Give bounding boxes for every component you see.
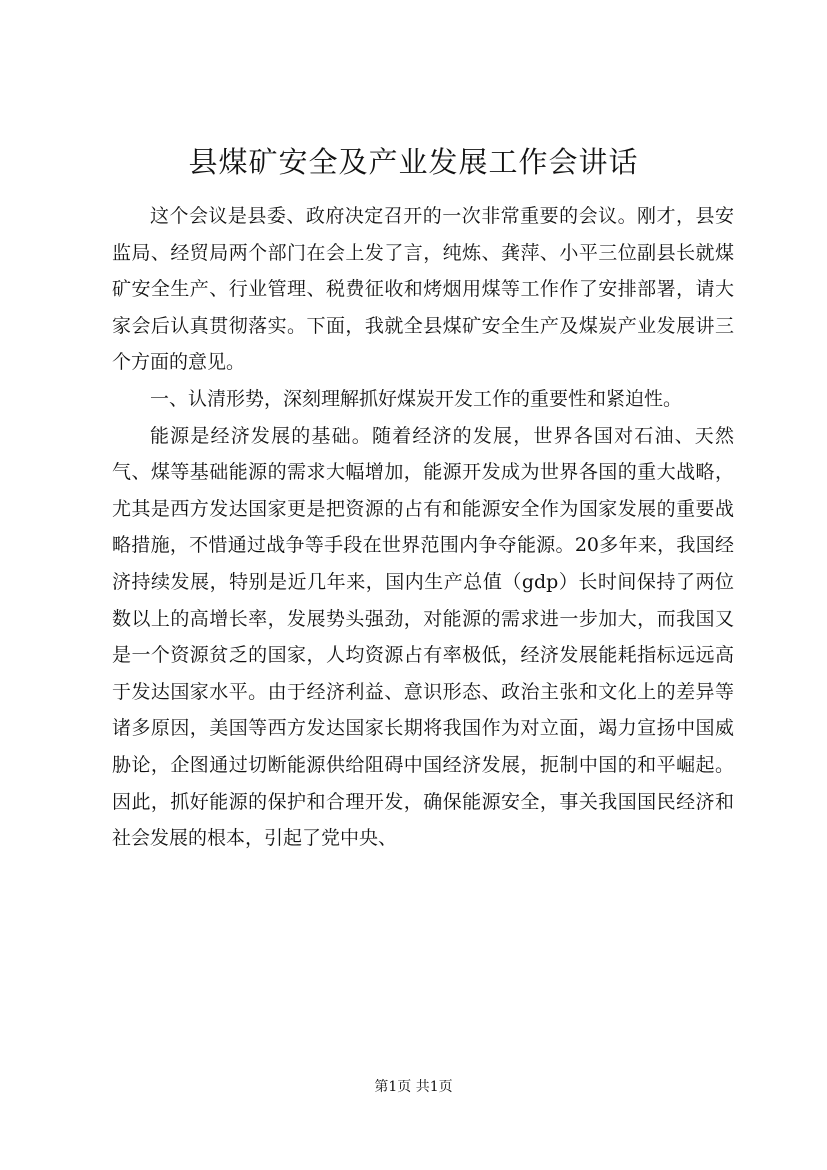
document-body — [112, 198, 734, 857]
document-title: 县煤矿安全及产业发展工作会讲话 — [188, 145, 639, 179]
paragraph-intro: 这个会议是县委、政府决定召开的一次非常重要的会议。刚才，县安监局、经贸局两个部门在会上发了言，纯炼、龚萍、小平三位副县长就煤矿安全生产、行业管理、税费征收和烤烟用煤等工作作了安排部署，请大家会后认真贯彻落实。下面，我就全县煤矿安全生产及煤炭产业发展讲三个方面的意见。 — [112, 205, 734, 374]
section-heading-1: 一、认清形势，深刻理解抓好煤炭开发工作的重要性和紧迫性。 — [150, 387, 683, 410]
paragraph-energy: 能源是经济发展的基础。随着经济的发展，世界各国对石油、天然气、煤等基础能源的需求大幅增加，能源开发成为世界各国的重大战略，尤其是西方发达国家更是把资源的占有和能源安全作为国家发展的重要战略措施，不惜通过战争等手段在世界范围内争夺能源。20多年来，我国经济持续发展，特别是近几年来，国内生产总值（gdp）长时间保持了两位数以上的高增长率，发展势头强劲，对能源的需求进一步加大，而我国又是一个资源贫乏的国家，人均资源占有率极低，经济发展能耗指标远远高于发达国家水平。由于经济利益、意识形态、政治主张和文化上的差异等诸多原因，美国等西方发达国家长期将我国作为对立面，竭力宣扬中国威胁论，企图通过切断能源供给阻碍中国经济发展，扼制中国的和平崛起。因此，抓好能源的保护和合理开发，确保能源安全，事关我国国民经济和社会发展的根本，引起了党中央、 — [112, 424, 734, 850]
page-number-footer: 第1页 共1页 — [374, 1079, 453, 1095]
